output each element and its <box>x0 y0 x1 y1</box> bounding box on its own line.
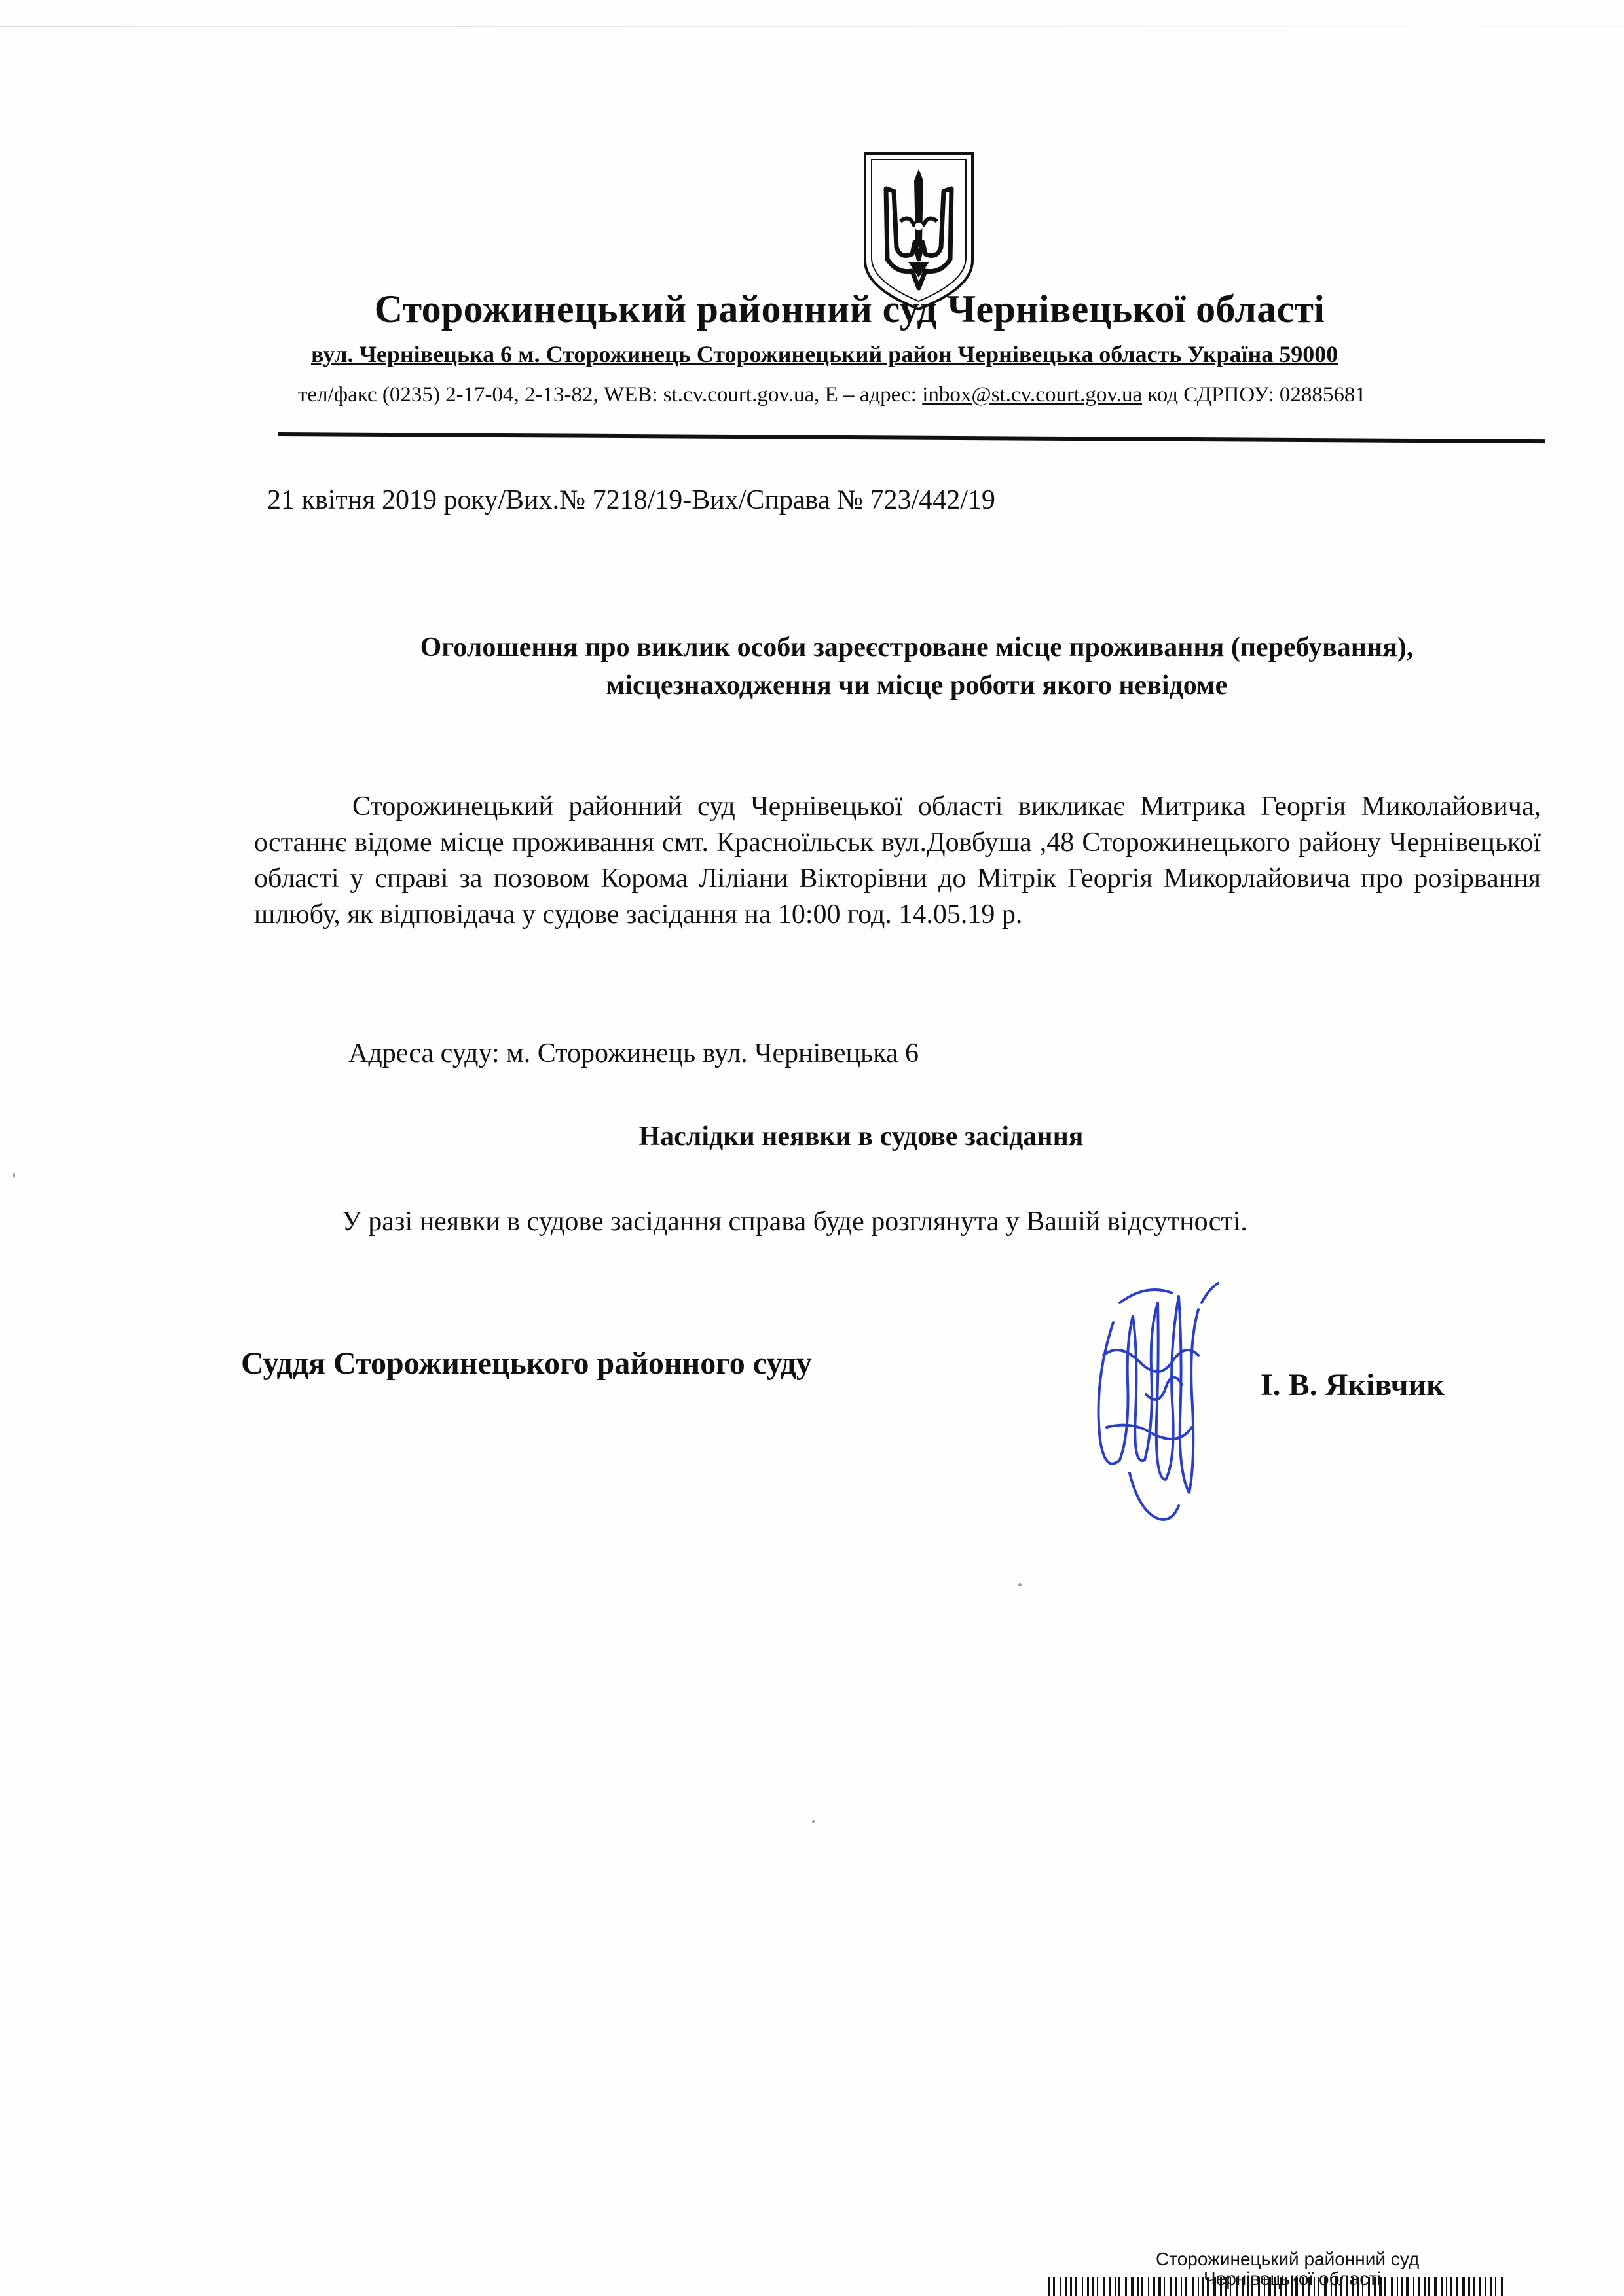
barcode-bar <box>1075 2277 1077 2296</box>
barcode-bar <box>1103 2277 1105 2296</box>
barcode-bar <box>1141 2277 1143 2296</box>
barcode-bar <box>1314 2277 1315 2296</box>
barcode-bar <box>1479 2277 1481 2296</box>
barcode-bar <box>1456 2277 1458 2296</box>
barcode-bar <box>1434 2277 1437 2296</box>
barcode-bar <box>1318 2277 1320 2296</box>
barcode-bar <box>1295 2277 1298 2296</box>
barcode-bar <box>1185 2277 1187 2296</box>
barcode-bar <box>1092 2277 1094 2296</box>
barcode-bar <box>1401 2277 1403 2296</box>
barcode-bar <box>1495 2277 1496 2296</box>
outgoing-reference: 21 квітня 2019 року/Вих.№ 7218/19-Вих/Справа № 723/442/19 <box>267 485 995 515</box>
receipt-stamp-line2: Чернівецької області <box>1204 2269 1382 2289</box>
barcode-bar <box>1070 2277 1072 2296</box>
barcode-bar <box>1125 2277 1127 2296</box>
barcode-bar <box>1164 2277 1165 2296</box>
contacts-prefix: тел/факс (0235) 2-17-04, 2-13-82, WEB: st.cv.court.gov.ua, Е – адрес: <box>298 383 923 407</box>
barcode-bar <box>1468 2277 1470 2296</box>
barcode-bar <box>1087 2277 1089 2296</box>
barcode-bar <box>1236 2277 1238 2296</box>
barcode-bar <box>1424 2277 1426 2296</box>
barcode-bar <box>1198 2277 1199 2296</box>
barcode-bar <box>1115 2277 1116 2296</box>
barcode-bar <box>1374 2277 1376 2296</box>
court-name-heading: Сторожинецький районний суд Чернівецької області <box>374 287 1325 331</box>
notice-title-line1: Оголошення про виклик особи зареєстроване місце проживання (перебування), <box>420 632 1414 663</box>
barcode-bar <box>1181 2277 1182 2296</box>
barcode-bar <box>1158 2277 1161 2296</box>
barcode-bar <box>1368 2277 1370 2296</box>
barcode-bar <box>1213 2277 1216 2296</box>
barcode-bar <box>1264 2277 1265 2296</box>
barcode-bar <box>1490 2277 1492 2296</box>
barcode-bar <box>1441 2277 1443 2296</box>
barcode-bar <box>1060 2277 1061 2296</box>
barcode-bar <box>1225 2277 1227 2296</box>
barcode-bar <box>1175 2277 1177 2296</box>
barcode-bar <box>1207 2277 1209 2296</box>
court-contacts <box>298 383 1366 407</box>
barcode-bar <box>1137 2277 1139 2296</box>
barcode-bar <box>1148 2277 1149 2296</box>
barcode-bar <box>1485 2277 1486 2296</box>
barcode-bar <box>1285 2277 1287 2296</box>
consequences-text: У разі неявки в судове засідання справа буде розглянута у Вашій відсутності. <box>342 1207 1247 1237</box>
barcode-bar <box>1131 2277 1134 2296</box>
barcode-bar <box>1097 2277 1098 2296</box>
barcode-bar <box>1335 2277 1337 2296</box>
contacts-suffix: код СДРПОУ: 02885681 <box>1142 383 1366 407</box>
barcode-bar <box>1053 2277 1055 2296</box>
barcode-bar <box>1450 2277 1452 2296</box>
barcode-bar <box>1170 2277 1172 2296</box>
barcode-bar <box>1109 2277 1111 2296</box>
barcode-bar <box>1501 2277 1503 2296</box>
barcode-bar <box>1242 2277 1244 2296</box>
barcode-bar <box>1346 2277 1348 2296</box>
barcode-bar <box>1362 2277 1363 2296</box>
barcode-bar <box>1048 2277 1050 2296</box>
barcode-bar <box>1202 2277 1204 2296</box>
barcode-bar <box>1220 2277 1222 2296</box>
scan-speck <box>13 1172 15 1178</box>
barcode-bar <box>1384 2277 1386 2296</box>
barcode-bar <box>1280 2277 1282 2296</box>
consequences-title: Наслідки неявки в судове засідання <box>638 1121 1084 1152</box>
barcode-bar <box>1418 2277 1420 2296</box>
barcode-bar <box>1331 2277 1332 2296</box>
barcode-icon <box>1048 2277 1506 2296</box>
barcode-bar <box>1118 2277 1120 2296</box>
barcode-bar <box>1247 2277 1249 2296</box>
barcode-bar <box>1473 2277 1475 2296</box>
judge-title: Суддя Сторожинецького районного суду <box>241 1346 812 1381</box>
court-address-line: Адреса суду: м. Сторожинець вул. Чернівецька 6 <box>348 1038 919 1068</box>
barcode-bar <box>1428 2277 1430 2296</box>
barcode-bar <box>1446 2277 1447 2296</box>
barcode-bar <box>1082 2277 1083 2296</box>
judge-signature <box>1067 1264 1251 1539</box>
barcode-bar <box>1065 2277 1067 2296</box>
court-postal-address: вул. Чернівецька 6 м. Сторожинець Сторожинецький район Чернівецька область Україна 59000 <box>311 341 1338 367</box>
barcode-bar <box>1324 2277 1327 2296</box>
barcode-bar <box>1308 2277 1310 2296</box>
scan-speck <box>1018 1583 1022 1586</box>
barcode-bar <box>1391 2277 1393 2296</box>
header-divider <box>278 432 1545 443</box>
barcode-bar <box>1413 2277 1414 2296</box>
barcode-bar <box>1397 2277 1398 2296</box>
barcode-bar <box>1274 2277 1276 2296</box>
scan-edge-shadow <box>0 26 1624 27</box>
barcode-bar <box>1192 2277 1194 2296</box>
barcode-bar <box>1230 2277 1231 2296</box>
email-link[interactable]: inbox@st.cv.court.gov.ua <box>922 383 1143 407</box>
barcode-bar <box>1258 2277 1260 2296</box>
barcode-bar <box>1268 2277 1271 2296</box>
notice-title-line2: місцезнаходження чи місце роботи якого невідоме <box>606 670 1228 701</box>
barcode-bar <box>1340 2277 1342 2296</box>
barcode-bar <box>1406 2277 1409 2296</box>
scan-speck <box>812 1820 815 1823</box>
barcode-bar <box>1379 2277 1382 2296</box>
barcode-bar <box>1251 2277 1253 2296</box>
barcode-bar <box>1357 2277 1359 2296</box>
barcode-bar <box>1462 2277 1465 2296</box>
barcode-bar <box>1153 2277 1155 2296</box>
notice-title <box>275 629 1559 704</box>
barcode-bar <box>1291 2277 1293 2296</box>
judge-name: І. В. Яківчик <box>1261 1368 1445 1402</box>
notice-body: Сторожинецький районний суд Чернівецької області викликає Митрика Георгія Миколайовича, останнє відоме місце проживання смт. Красноїльськ вул.Довбуша ,48 Сторожинецького району Чернівецької області у справі за позовом Корома Ліліани Вікторівни до Мітрік Георгія Микорлайовича про розірвання шлюбу, як відповідача у судове засідання на 10:00 год. 14.05.19 р. <box>254 792 1541 930</box>
receipt-stamp-line1: Сторожинецький районний суд <box>1156 2249 1420 2269</box>
barcode-bar <box>1302 2277 1304 2296</box>
barcode-bar <box>1352 2277 1354 2296</box>
